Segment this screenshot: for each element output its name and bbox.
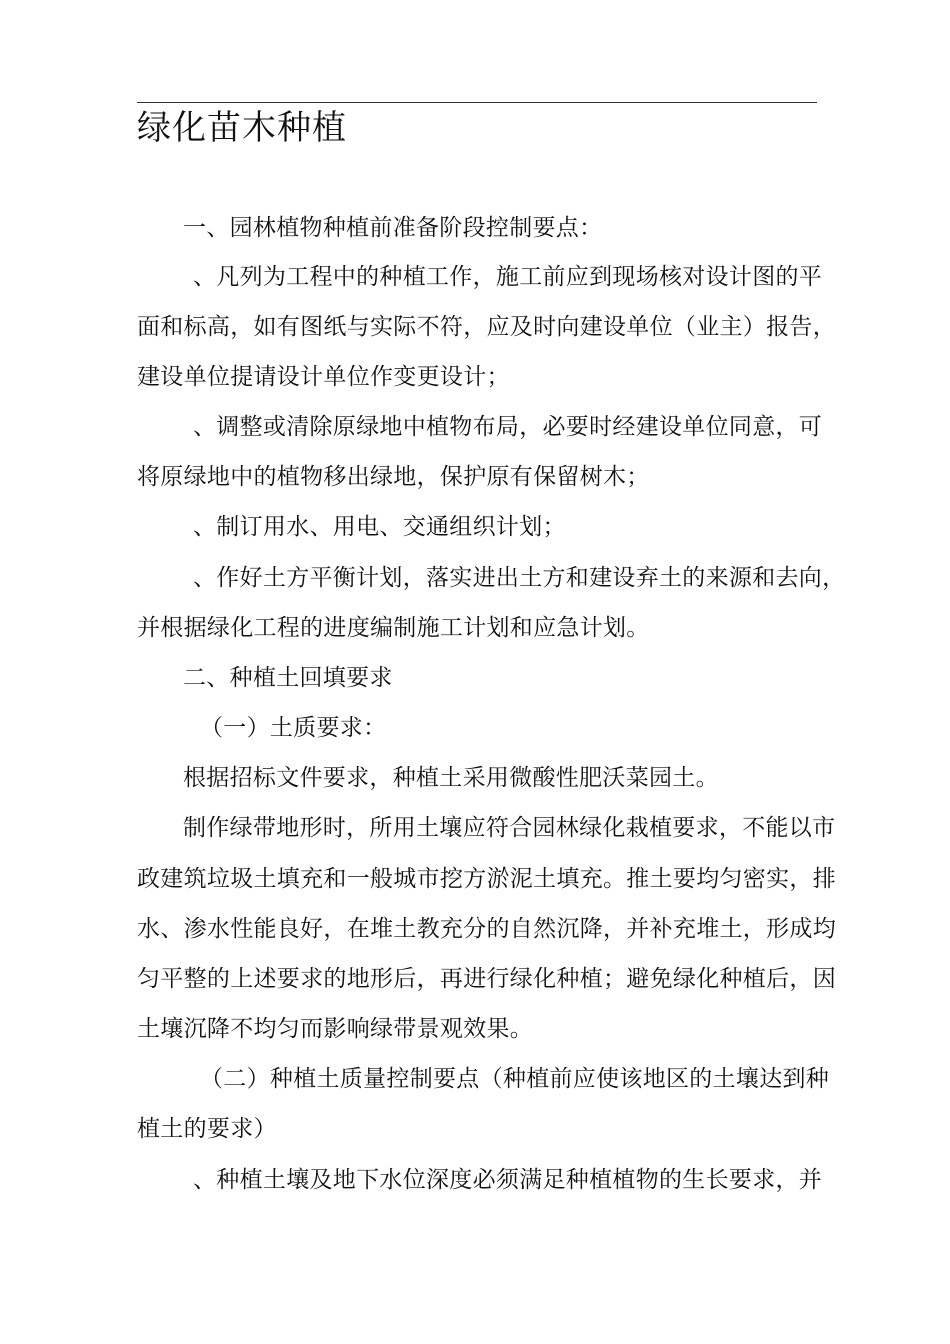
subsection-heading-2: （二）种植土质量控制要点（种植前应使该地区的土壤达到种 <box>200 1066 830 1092</box>
body-line: 将原绿地中的植物移出绿地，保护原有保留树木； <box>137 464 650 490</box>
body-line: 并根据绿化工程的进度编制施工计划和应急计划。 <box>137 615 650 641</box>
section-heading-2: 二、种植土回填要求 <box>183 665 393 691</box>
document-title: 绿化苗木种植 <box>137 108 347 148</box>
body-line: 根据招标文件要求，种植土采用微酸性肥沃菜园土。 <box>183 765 719 791</box>
body-line: 土壤沉降不均匀而影响绿带景观效果。 <box>137 1016 534 1042</box>
body-line: 建设单位提请设计单位作变更设计； <box>137 364 510 390</box>
body-line: 、调整或清除原绿地中植物布局，必要时经建设单位同意，可 <box>193 414 823 440</box>
body-line: 水、渗水性能良好，在堆土教充分的自然沉降，并补充堆土，形成均 <box>137 916 836 942</box>
body-line: 匀平整的上述要求的地形后，再进行绿化种植；避免绿化种植后，因 <box>137 966 836 992</box>
body-line: 、种植土壤及地下水位深度必须满足种植植物的生长要求，并 <box>193 1167 823 1193</box>
body-line: 、制订用水、用电、交通组织计划； <box>193 514 566 540</box>
body-line: 、作好土方平衡计划，落实进出土方和建设弃土的来源和去向， <box>193 565 846 591</box>
body-line: 制作绿带地形时，所用土壤应符合园林绿化栽植要求，不能以市 <box>183 815 836 841</box>
body-line: 、凡列为工程中的种植工作，施工前应到现场核对设计图的平 <box>193 264 823 290</box>
body-line: 面和标高，如有图纸与实际不符，应及时向建设单位（业主）报告， <box>137 314 836 340</box>
header-rule <box>137 102 817 103</box>
body-line: 植土的要求） <box>137 1116 277 1142</box>
subsection-heading-1: （一）土质要求： <box>200 715 387 741</box>
section-heading-1: 一、园林植物种植前准备阶段控制要点： <box>183 215 603 241</box>
body-line: 政建筑垃圾土填充和一般城市挖方淤泥土填充。推土要均匀密实，排 <box>137 866 836 892</box>
